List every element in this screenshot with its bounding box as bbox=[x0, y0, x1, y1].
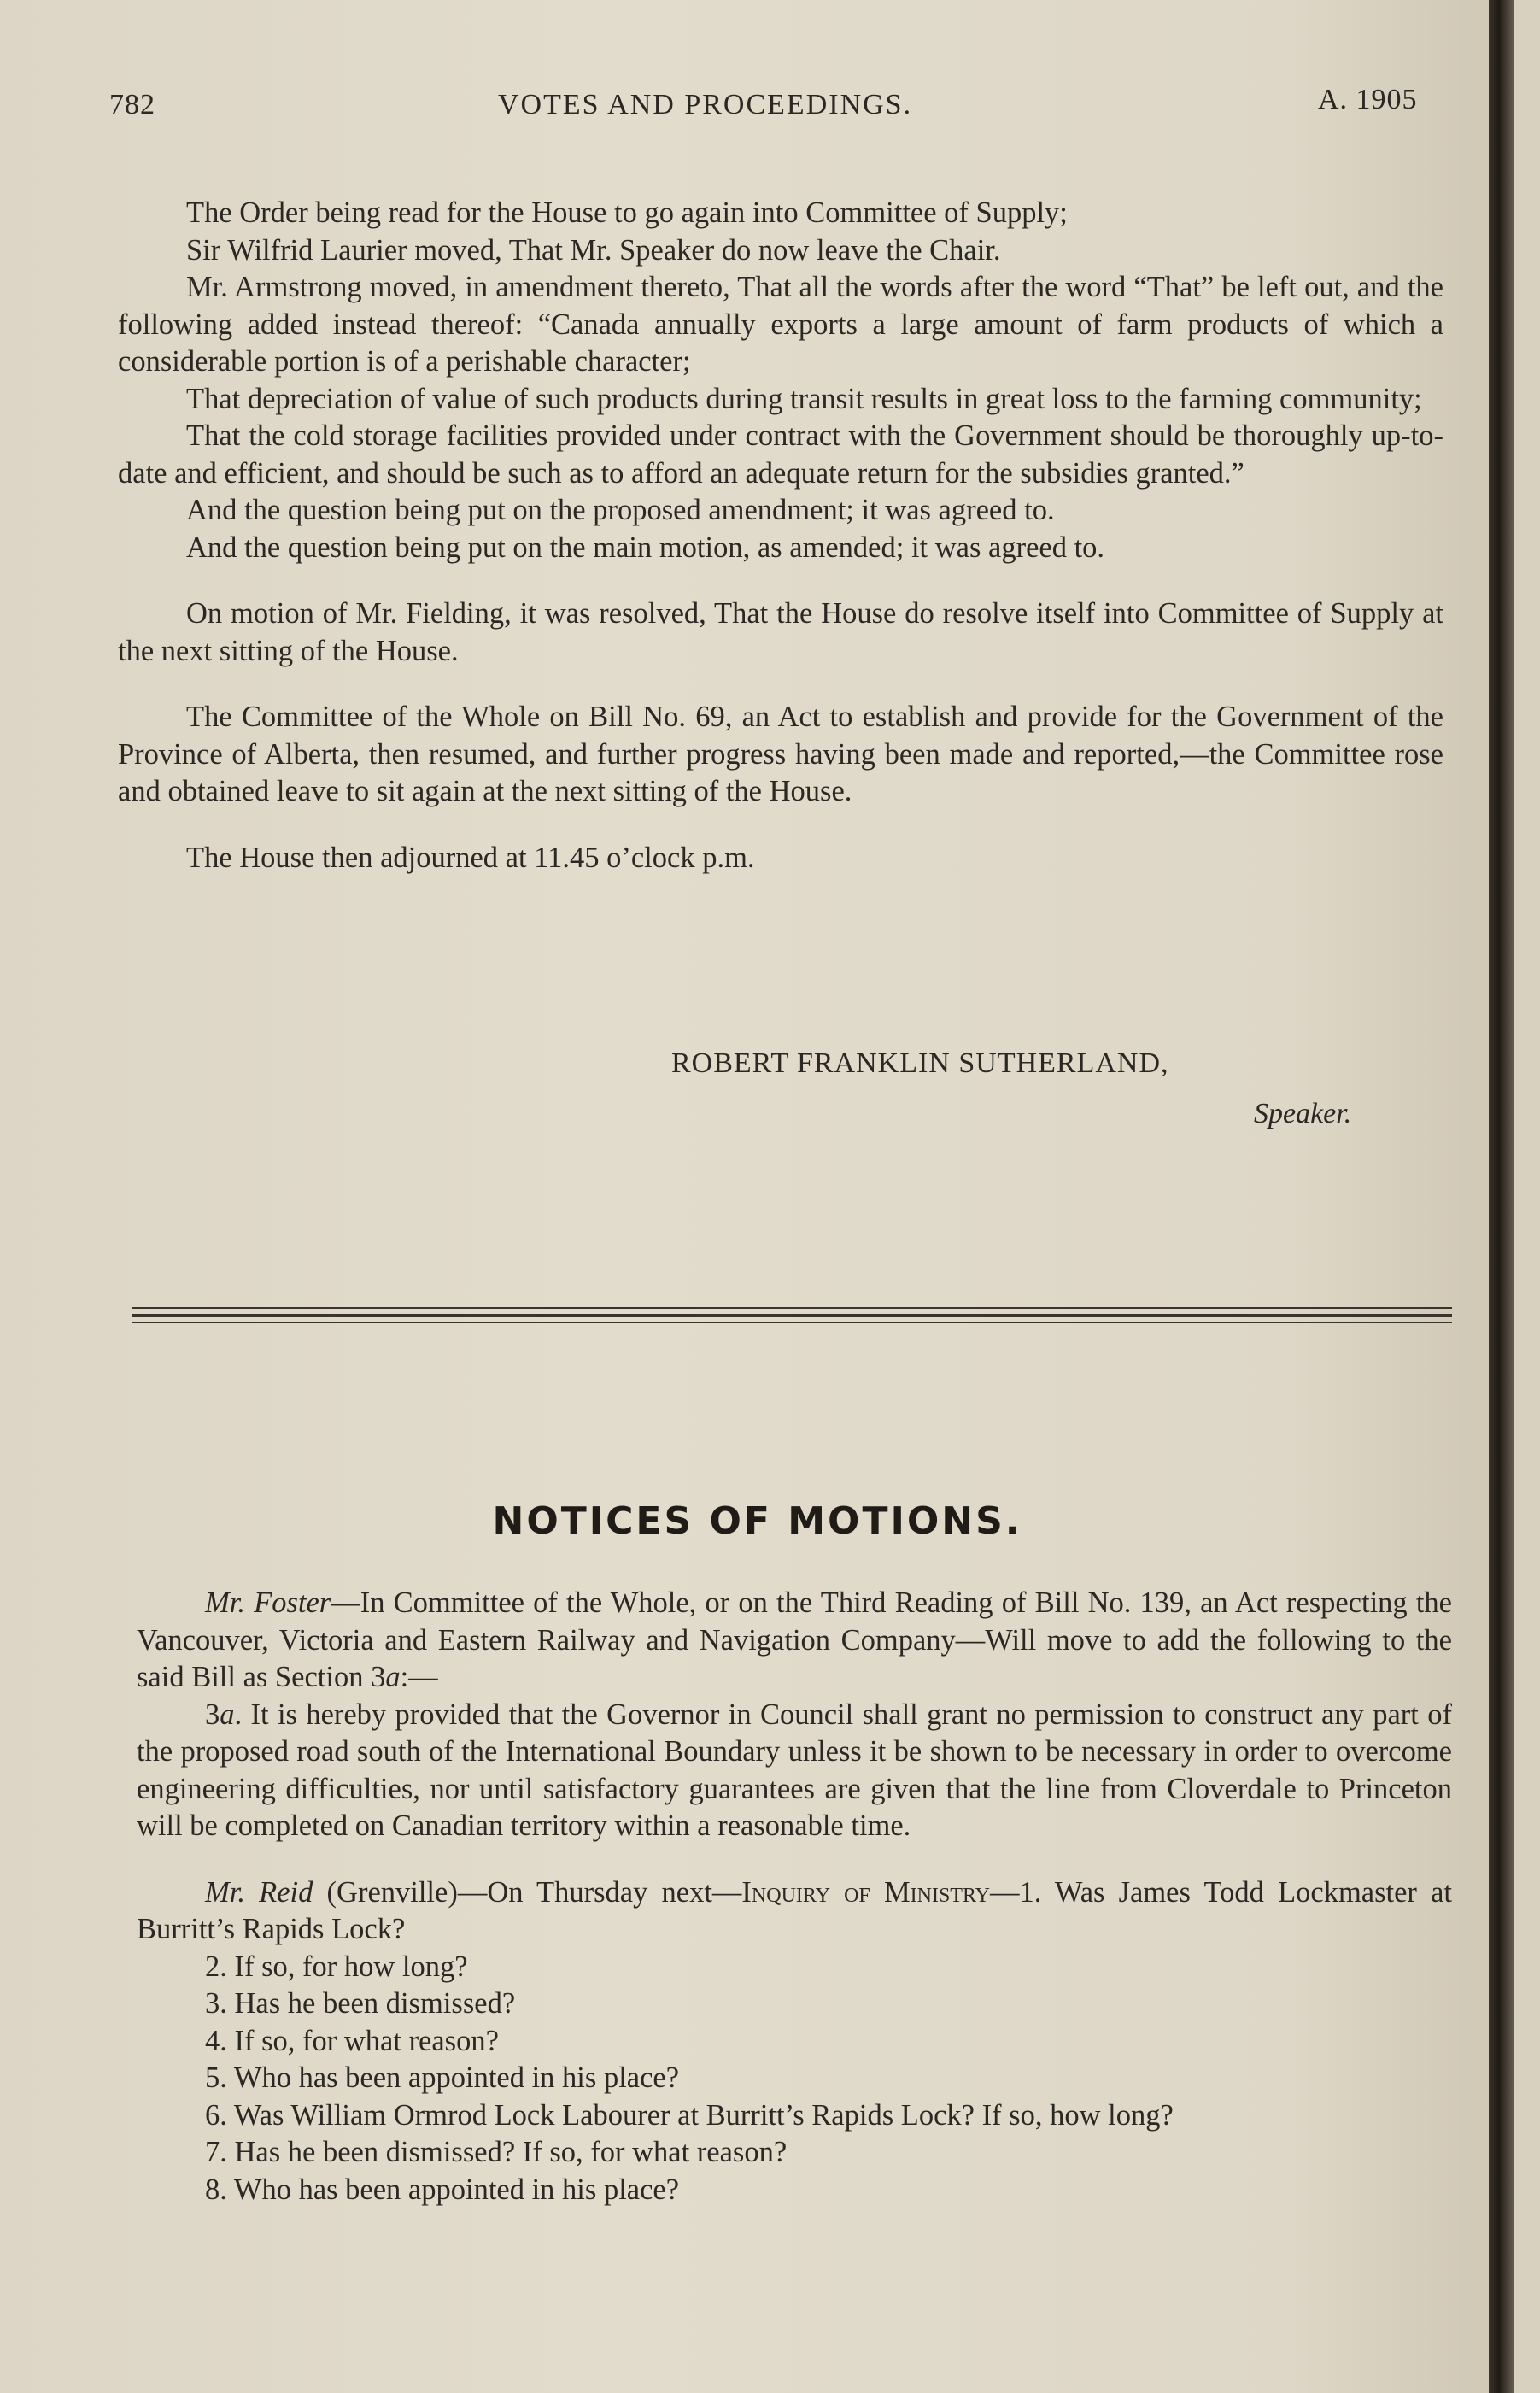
question-list bbox=[137, 1949, 1452, 2209]
speaker-title: Speaker. bbox=[1254, 1098, 1352, 1129]
adjournment: The House then adjourned at 11.45 o’clock p.m. bbox=[186, 841, 755, 874]
list-item: 4. If so, for what reason? bbox=[205, 2024, 499, 2057]
proceeding-paragraph: The Order being read for the House to go again into Committee of Supply; bbox=[186, 196, 1068, 229]
section-divider bbox=[132, 1314, 1452, 1317]
speaker-signature: ROBERT FRANKLIN SUTHERLAND, bbox=[671, 1047, 1169, 1079]
section-divider bbox=[132, 1322, 1452, 1323]
page-header bbox=[0, 84, 1514, 140]
list-item: 7. Has he been dismissed? If so, for what reason? bbox=[205, 2136, 788, 2168]
page-number: 782 bbox=[109, 89, 155, 120]
foster-notice: Mr. Foster—In Committee of the Whole, or on the Third Reading of Bill No. 139, an Act respecting the Vancouver, Victoria and Eastern Railway and Navigation Company—Will move to add the following to the said Bill as Section 3a:— bbox=[137, 1587, 1452, 1693]
proceeding-paragraph: And the question being put on the main motion, as amended; it was agreed to. bbox=[186, 531, 1105, 564]
proceeding-paragraph: That the cold storage facilities provided under contract with the Government should be thoroughly up-to-date and efficient, and should be such as to afford an adequate return for the subsidies granted.” bbox=[118, 419, 1443, 490]
proceeding-paragraph: Mr. Armstrong moved, in amendment thereto, That all the words after the word “That” be left out, and the following added instead thereof: “Canada annually exports a large amount of farm products of which a considerable portion is of a perishable character; bbox=[118, 271, 1443, 378]
foster-section-text: 3a. It is hereby provided that the Governor in Council shall grant no permission to construct any part of the proposed road south of the International Boundary unless it be shown to be necessary in order to overcome engineering difficulties, nor until satisfactory guarantees are given that the line from Cloverdale to Princeton will be completed on Canadian territory within a reasonable time. bbox=[137, 1698, 1452, 1842]
list-item: 3. Has he been dismissed? bbox=[205, 1987, 516, 2020]
list-item: 5. Who has been appointed in his place? bbox=[205, 2062, 680, 2094]
list-item: 8. Who has been appointed in his place? bbox=[205, 2173, 680, 2206]
notices-block bbox=[137, 1585, 1452, 2208]
proceeding-paragraph: And the question being put on the proposed amendment; it was agreed to. bbox=[186, 494, 1055, 526]
committee-whole-paragraph: The Committee of the Whole on Bill No. 69, an Act to establish and provide for the Government of the Province of Alberta, then resumed, and further progress having been made and reported,—the Committee rose and obtained leave to sit again at the next sitting of the House. bbox=[118, 701, 1443, 807]
proceeding-paragraph: Sir Wilfrid Laurier moved, That Mr. Speaker do now leave the Chair. bbox=[186, 233, 1001, 267]
notices-heading: NOTICES OF MOTIONS. bbox=[492, 1499, 1022, 1543]
running-head: VOTES AND PROCEEDINGS. bbox=[498, 89, 913, 120]
proceedings-block bbox=[118, 195, 1443, 877]
list-item: 2. If so, for how long? bbox=[205, 1950, 468, 1983]
proceeding-paragraph: That depreciation of value of such products during transit results in great loss to the farming community; bbox=[186, 382, 1422, 415]
member-name: Mr. Foster bbox=[205, 1587, 331, 1619]
binding-edge bbox=[1489, 0, 1514, 2393]
list-item: 6. Was William Ormrod Lock Labourer at Burritt’s Rapids Lock? If so, how long? bbox=[205, 2098, 1174, 2132]
member-name: Mr. Reid bbox=[205, 1875, 313, 1909]
reid-notice: Mr. Reid (Grenville)—On Thursday next—Inquiry of Ministry—1. Was James Todd Lockmaster at Burritt’s Rapids Lock? bbox=[137, 1875, 1452, 1945]
year-label: A. 1905 bbox=[1318, 84, 1418, 115]
section-divider bbox=[132, 1307, 1452, 1309]
fielding-motion: On motion of Mr. Fielding, it was resolved, That the House do resolve itself into Committee of Supply at the next sitting of the House. bbox=[118, 597, 1443, 667]
